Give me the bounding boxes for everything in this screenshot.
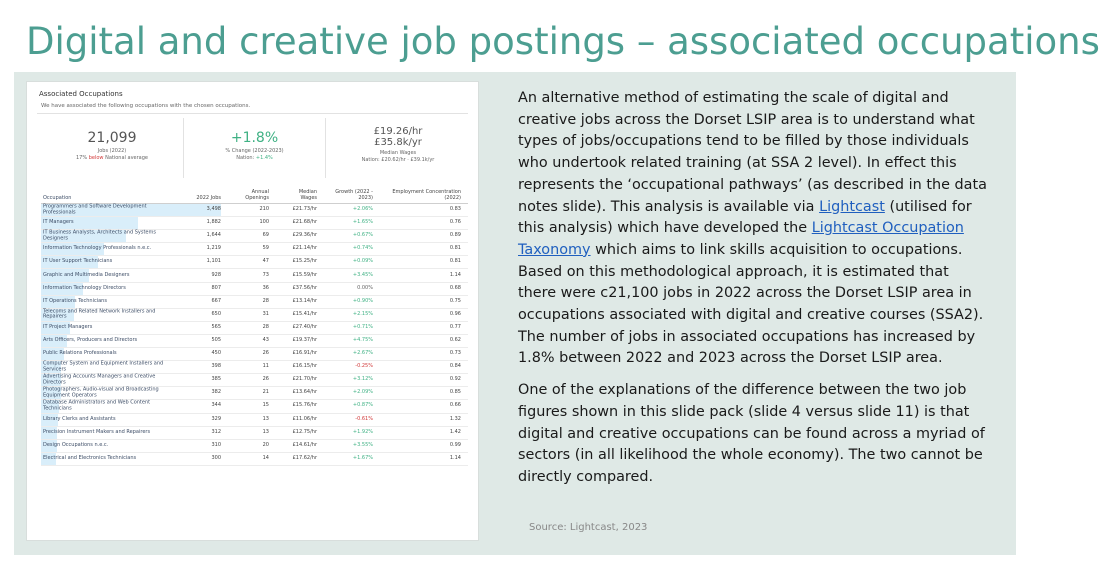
cell-jobs: 1,644 [206, 232, 221, 239]
stat-wages-annual: £35.8k/yr [374, 137, 422, 148]
table-row [41, 387, 468, 400]
table-row [41, 309, 468, 322]
stat-jobs-value: 21,099 [87, 130, 137, 146]
source-note: Source: Lightcast, 2023 [529, 522, 648, 533]
table-row [41, 243, 468, 256]
cell-openings: 13 [262, 415, 269, 422]
cell-concentration: 0.77 [449, 324, 461, 331]
table-row [41, 374, 468, 387]
cell-concentration: 0.92 [449, 376, 461, 383]
cell-jobs: 310 [211, 441, 221, 448]
cell-openings: 14 [262, 455, 269, 462]
cell-wages: £13.14/hr [292, 297, 317, 304]
cell-jobs: 650 [211, 311, 221, 317]
report-title: Associated Occupations [39, 90, 123, 98]
cell-openings: 26 [262, 350, 269, 357]
col-occupation: Occupation [43, 195, 72, 201]
cell-concentration: 0.66 [449, 402, 461, 409]
table-row [41, 217, 468, 230]
cell-openings: 59 [262, 245, 269, 252]
table-row [41, 204, 468, 217]
cell-growth: +0.09% [352, 258, 373, 265]
cell-occupation: IT User Support Technicians [43, 258, 113, 265]
cell-jobs: 344 [211, 402, 221, 409]
cell-jobs: 667 [211, 297, 221, 304]
cell-concentration: 0.76 [449, 219, 461, 226]
cell-openings: 15 [262, 402, 269, 409]
stat-change-label: % Change (2022-2023) [225, 148, 284, 154]
cell-jobs: 505 [211, 337, 221, 344]
cell-openings: 28 [262, 297, 269, 304]
cell-openings: 100 [259, 219, 269, 226]
report-divider [37, 113, 468, 114]
cell-concentration: 0.89 [449, 232, 461, 239]
cell-growth: +1.65% [352, 219, 373, 226]
cell-jobs: 450 [211, 350, 221, 357]
cell-wages: £15.76/hr [292, 402, 317, 409]
table-body [41, 204, 468, 466]
table-header [41, 186, 468, 204]
cell-wages: £16.91/hr [292, 350, 317, 357]
cell-openings: 26 [262, 376, 269, 383]
cell-jobs: 565 [211, 324, 221, 331]
cell-concentration: 0.96 [449, 311, 461, 317]
cell-occupation: IT Managers [43, 219, 74, 226]
table-row [41, 269, 468, 282]
cell-occupation: Information Technology Directors [43, 284, 126, 291]
cell-growth: +0.74% [352, 245, 373, 252]
cell-growth: +0.71% [352, 324, 373, 331]
cell-growth: +3.45% [352, 271, 373, 278]
cell-jobs: 1,101 [206, 258, 221, 265]
cell-jobs: 1,219 [206, 245, 221, 252]
cell-occupation: IT Operations Technicians [43, 297, 107, 304]
cell-openings: 20 [262, 441, 269, 448]
cell-jobs: 1,882 [206, 219, 221, 226]
cell-wages: £21.68/hr [292, 219, 317, 226]
stat-jobs-note: 17% below National average [76, 155, 148, 161]
cell-openings: 73 [262, 271, 269, 278]
cell-jobs: 385 [211, 376, 221, 383]
table-row [41, 283, 468, 296]
cell-wages: £17.62/hr [292, 455, 317, 462]
cell-occupation: Database Administrators and Web Content Technicians [43, 399, 151, 412]
cell-jobs: 3,498 [206, 206, 221, 213]
cell-occupation: Advertising Accounts Managers and Creative Directors [43, 373, 156, 386]
cell-occupation: Electrical and Electronics Technicians [43, 455, 137, 462]
cell-occupation: Telecoms and Related Network Installers and Repairers [43, 308, 156, 320]
stat-wages-hourly: £19.26/hr [373, 126, 423, 137]
table-row [41, 322, 468, 335]
cell-concentration: 1.14 [449, 455, 461, 462]
col-openings: Annual Openings [245, 189, 269, 201]
cell-concentration: 0.85 [449, 389, 461, 396]
cell-growth: +4.75% [352, 337, 373, 344]
cell-concentration: 0.99 [449, 441, 461, 448]
body-text [518, 88, 990, 489]
stat-jobs [41, 118, 183, 178]
table-row [41, 440, 468, 453]
cell-growth: +2.09% [352, 389, 373, 396]
cell-occupation: Programmers and Software Development Professionals [43, 203, 147, 216]
paragraph-2: One of the explanations of the difference between the two job figures shown in this slide pack (slide 4 versus slide 11) is that digital and creative occupations can be found across a myriad of sectors (in all likelihood the whole economy). The two cannot be directly compared. [518, 382, 985, 485]
table-row [41, 414, 468, 427]
table-row [41, 296, 468, 309]
stat-jobs-label: Jobs (2022) [97, 148, 127, 154]
cell-jobs: 329 [211, 415, 221, 422]
cell-wages: £37.56/hr [292, 284, 317, 291]
cell-growth: +1.92% [352, 428, 373, 435]
cell-concentration: 0.73 [449, 350, 461, 357]
cell-wages: £21.14/hr [292, 245, 317, 252]
table-row [41, 361, 468, 374]
cell-wages: £15.25/hr [292, 258, 317, 265]
cell-concentration: 1.42 [449, 428, 461, 435]
col-jobs: 2022 Jobs [196, 195, 221, 201]
col-concentration: Employment Concentration (2022) [392, 189, 461, 201]
cell-openings: 21 [262, 389, 269, 396]
cell-jobs: 807 [211, 284, 221, 291]
cell-growth: +0.87% [352, 402, 373, 409]
cell-jobs: 312 [211, 428, 221, 435]
cell-concentration: 0.68 [449, 284, 461, 291]
cell-growth: +1.67% [352, 455, 373, 462]
cell-growth: +3.55% [352, 441, 373, 448]
cell-openings: 13 [262, 428, 269, 435]
cell-wages: £15.41/hr [292, 311, 317, 317]
cell-wages: £15.59/hr [292, 271, 317, 278]
slide-title: Digital and creative job postings – associated occupations [26, 20, 1100, 63]
cell-openings: 47 [262, 258, 269, 265]
cell-jobs: 300 [211, 455, 221, 462]
cell-wages: £21.73/hr [292, 206, 317, 213]
cell-jobs: 398 [211, 363, 221, 370]
cell-occupation: Information Technology Professionals n.e.c. [43, 245, 152, 252]
cell-occupation: IT Project Managers [43, 324, 93, 331]
cell-wages: £19.37/hr [292, 337, 317, 344]
stat-change [183, 118, 325, 178]
cell-wages: £13.64/hr [292, 389, 317, 396]
cell-concentration: 0.62 [449, 337, 461, 344]
cell-occupation: Public Relations Professionals [43, 350, 117, 357]
occupations-table [41, 186, 468, 466]
cell-openings: 36 [262, 284, 269, 291]
stat-wages-label: Median Wages [379, 150, 417, 156]
paragraph-1: An alternative method of estimating the scale of digital and creative jobs across the Dorset LSIP area is to understand what types of jobs/occupations tend to be filled by those individuals who undertook related training (at SSA 2 level). In effect this represents the ‘occupational pathways’ (as described in the data notes slide). This analysis is available via Lightcast (utilised for this analysis) which have developed the Lightcast Occupation Taxonomy which aims to link skills acquisition to occupations. Based on this methodological approach, it is estimated that there were c21,100 jobs in 2022 across the Dorset LSIP area in occupations associated with digital and creative courses (SSA2). The number of jobs in associated occupations has increased by 1.8% between 2022 and 2023 across the Dorset LSIP area. [518, 90, 987, 367]
cell-wages: £27.40/hr [292, 324, 317, 331]
cell-growth: 0.00% [357, 284, 373, 291]
col-growth: Growth (2022 - 2023) [335, 189, 373, 201]
cell-concentration: 1.32 [449, 415, 461, 422]
cell-openings: 28 [262, 324, 269, 331]
cell-growth: +0.67% [352, 232, 373, 239]
cell-occupation: IT Business Analysts, Architects and Systems Designers [43, 229, 156, 242]
stat-wages [325, 118, 470, 178]
cell-wages: £21.70/hr [292, 376, 317, 383]
cell-concentration: 1.14 [449, 271, 461, 278]
stat-change-value: +1.8% [230, 130, 279, 146]
cell-growth: +2.15% [352, 311, 373, 317]
cell-openings: 210 [259, 206, 269, 213]
table-row [41, 400, 468, 413]
occupations-report-image [26, 81, 479, 541]
table-row [41, 453, 468, 466]
cell-occupation: Precision Instrument Makers and Repairers [43, 428, 151, 435]
cell-jobs: 382 [211, 389, 221, 396]
stat-wages-note: Nation: £20.62/hr · £39.1k/yr [361, 157, 435, 163]
cell-growth: +2.67% [352, 350, 373, 357]
cell-occupation: Computer System and Equipment Installers and Servicers [43, 360, 164, 373]
cell-occupation: Design Occupations n.e.c. [43, 441, 109, 448]
cell-wages: £14.61/hr [292, 441, 317, 448]
cell-growth: -0.61% [355, 415, 373, 422]
cell-concentration: 0.83 [449, 206, 461, 213]
cell-wages: £16.15/hr [292, 363, 317, 370]
stat-change-note: Nation: +1.4% [236, 155, 273, 161]
cell-concentration: 0.81 [449, 245, 461, 252]
cell-wages: £12.75/hr [292, 428, 317, 435]
cell-concentration: 0.84 [449, 363, 461, 370]
cell-openings: 69 [262, 232, 269, 239]
cell-occupation: Graphic and Multimedia Designers [43, 271, 130, 278]
table-row [41, 230, 468, 243]
cell-openings: 43 [262, 337, 269, 344]
cell-wages: £29.36/hr [292, 232, 317, 239]
cell-growth: +0.90% [352, 297, 373, 304]
summary-stats [41, 118, 468, 178]
table-row [41, 335, 468, 348]
cell-growth: +3.12% [352, 376, 373, 383]
cell-openings: 11 [262, 363, 269, 370]
cell-jobs: 928 [211, 271, 221, 278]
col-wages: Median Wages [298, 189, 317, 201]
cell-occupation: Library Clerks and Assistants [43, 415, 116, 422]
cell-occupation: Arts Officers, Producers and Directors [43, 337, 138, 344]
cell-growth: -0.25% [355, 363, 373, 370]
cell-wages: £11.06/hr [292, 415, 317, 422]
lightcast-link[interactable]: Lightcast [819, 198, 885, 215]
table-row [41, 427, 468, 440]
cell-openings: 31 [262, 311, 269, 317]
lightcast-taxonomy-link[interactable]: Lightcast Occupation Taxonomy [518, 220, 964, 258]
report-subtitle: We have associated the following occupations with the chosen occupations. [41, 103, 251, 109]
table-row [41, 256, 468, 269]
cell-concentration: 0.81 [449, 258, 461, 265]
cell-concentration: 0.75 [449, 297, 461, 304]
table-row [41, 348, 468, 361]
cell-growth: +2.06% [352, 206, 373, 213]
cell-occupation: Photographers, Audio-visual and Broadcasting Equipment Operators [43, 386, 159, 399]
